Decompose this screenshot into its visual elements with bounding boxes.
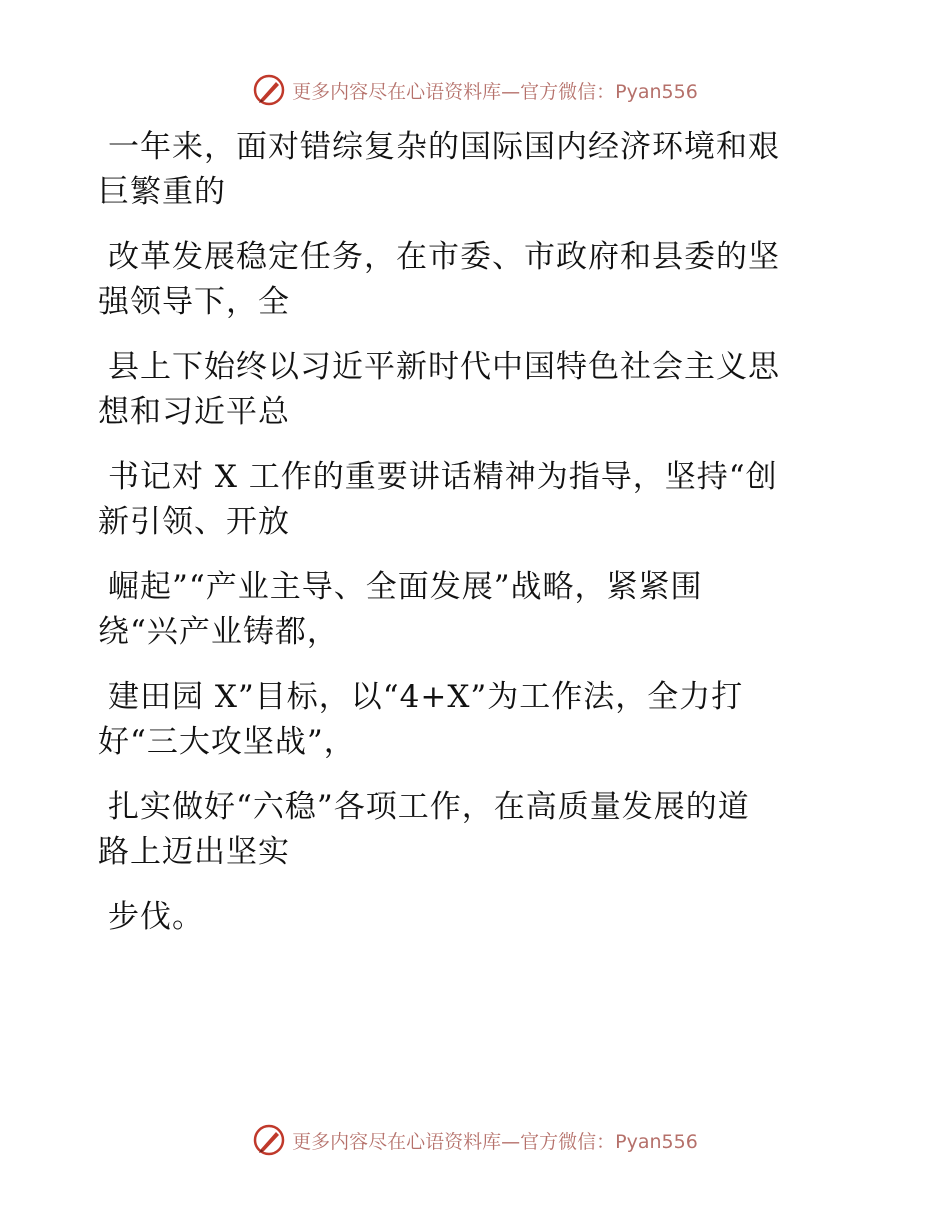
line: 想和习近平总 (98, 394, 290, 430)
line: 县上下始终以习近平新时代中国特色社会主义思 (108, 349, 780, 385)
watermark-text (292, 77, 698, 104)
line: 绕“兴产业铸都， (98, 614, 339, 650)
line: 好“三大攻坚战”， (98, 724, 356, 760)
line: 改革发展稳定任务，在市委、市政府和县委的坚 (108, 239, 780, 275)
line: 书记对 X 工作的重要讲话精神为指导，坚持“创 (108, 459, 778, 495)
paragraph-2 (98, 235, 858, 325)
line: 强领导下，全 (98, 284, 290, 320)
document-body (98, 125, 858, 960)
paragraph-4 (98, 455, 858, 545)
line: 崛起”“产业主导、全面发展”战略，紧紧围 (108, 569, 703, 605)
line: 扎实做好“六稳”各项工作，在高质量发展的道 (108, 789, 750, 825)
quill-pen-circle-icon (252, 1123, 286, 1157)
line: 新引领、开放 (98, 504, 290, 540)
paragraph-6 (98, 675, 858, 765)
watermark-text (292, 1127, 698, 1154)
line: 路上迈出坚实 (98, 834, 290, 870)
quill-pen-circle-icon (252, 73, 286, 107)
paragraph-8 (98, 895, 858, 940)
watermark-main: 更多内容尽在心语资料库— (292, 80, 521, 103)
line: 一年来，面对错综复杂的国际国内经济环境和艰 (108, 129, 780, 165)
watermark-wechat: 官方微信：Pyan556 (520, 80, 698, 103)
paragraph-1 (98, 125, 858, 215)
paragraph-7 (98, 785, 858, 875)
paragraph-3 (98, 345, 858, 435)
header-watermark (0, 70, 950, 110)
paragraph-5 (98, 565, 858, 655)
line: 建田园 X”目标，以“4+X”为工作法，全力打 (108, 679, 744, 715)
line: 巨繁重的 (98, 174, 226, 210)
watermark-main: 更多内容尽在心语资料库— (292, 1130, 521, 1153)
footer-watermark (0, 1120, 950, 1160)
line: 步伐。 (108, 899, 204, 935)
watermark-wechat: 官方微信：Pyan556 (520, 1130, 698, 1153)
